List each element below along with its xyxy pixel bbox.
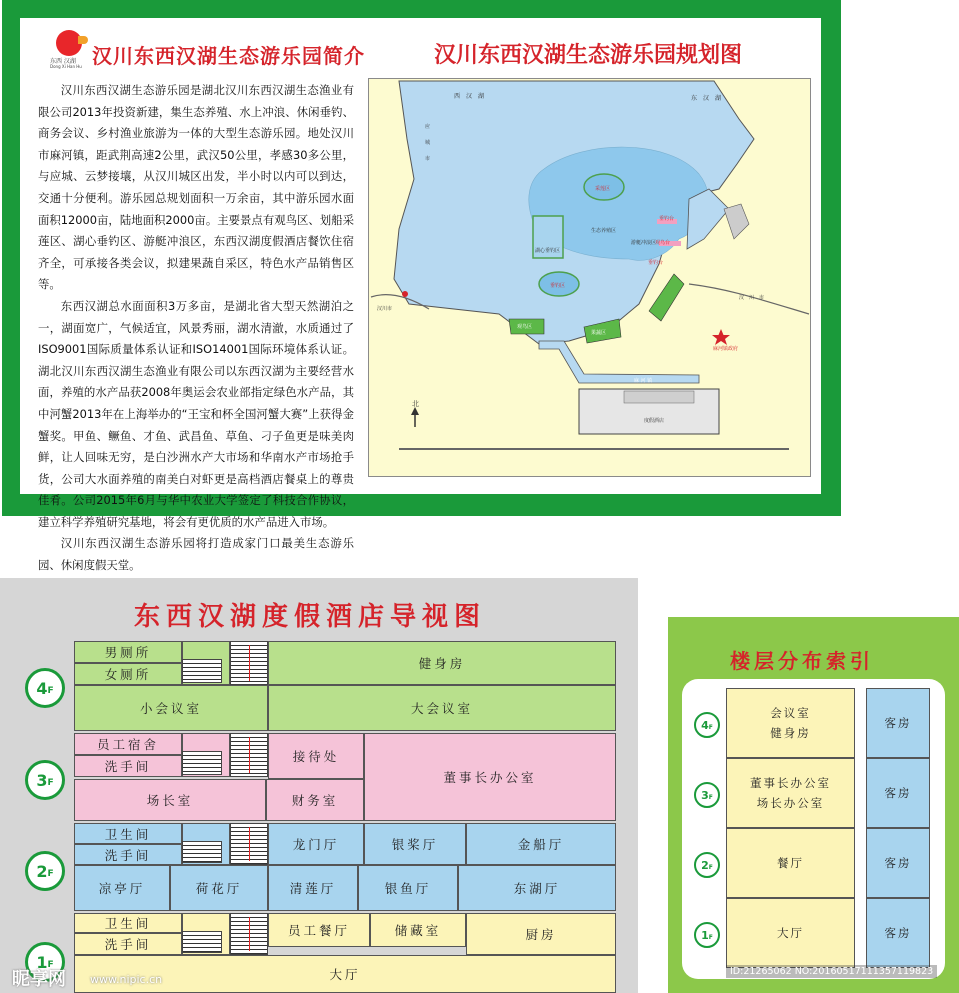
logo-leaf-icon <box>78 36 88 44</box>
room-qinglian-hall: 清莲厅 <box>268 865 358 911</box>
stairs-icon <box>182 841 222 863</box>
intro-paragraph: 东西汉湖总水面面积3万多亩，是湖北省大型天然湖泊之一，湖面宽广，气候适宜，风景秀丽，湖水清澈，水质通过了ISO9001国际质量体系认证和ISO14001国际环境体系认证。湖北汉川东西汉湖生态渔业有限公司以东西汉湖为主要经营水面，养殖的水产品获2008年奥运会农业部指定绿色水产品，其中河蟹2013年在上海举办的“王宝和杯全国河蟹大赛”上获得金蟹奖。甲鱼、鳜鱼、才鱼、武昌鱼、草鱼、刁子鱼更是味美肉鲜，让人回味无穷，是白沙洲水产大市场和华南水产市场抢手货，公司大水面养殖的南美白对虾更是高档酒店餐桌上的尊贵佳肴。公司2015年6月与华中农业大学签定了科技合作协议，建立科学养殖研究基地，将会有更优质的水产品进入市场。 <box>38 298 354 529</box>
index-floor-badge-1: 1 F <box>694 922 720 948</box>
stairs-icon <box>182 931 222 953</box>
room-women-restroom: 女厕所 <box>74 663 182 685</box>
index-cell-2f: 餐厅 <box>726 828 855 898</box>
stairs-icon <box>230 733 268 777</box>
index-floor-badge-3: 3 F <box>694 782 720 808</box>
watermark-brand: 昵享网 <box>12 969 66 990</box>
room-manager-office: 场长室 <box>74 779 266 821</box>
index-cell-1f: 大厅 <box>726 898 855 968</box>
map-label-island-bottom: 垂钓区 <box>550 283 566 289</box>
index-guestroom-2f: 客房 <box>866 828 930 898</box>
room-liangting-hall: 凉亭厅 <box>74 865 170 911</box>
map-label-city: 应 城 市 <box>425 124 431 162</box>
room-staff-dining: 员工餐厅 <box>268 913 370 947</box>
index-floor-badge-2: 2 F <box>694 852 720 878</box>
hotel-building <box>624 391 694 403</box>
room-gym: 健身房 <box>268 641 616 685</box>
map-label-dock-a: 垂钓台 <box>659 216 675 222</box>
room-washroom-2f: 洗手间 <box>74 844 182 865</box>
green-strip-c <box>649 274 684 321</box>
room-wc-2f: 卫生间 <box>74 823 182 844</box>
index-floor-badge-4: 4 F <box>694 712 720 738</box>
floor-badge-2: 2 F <box>25 851 65 891</box>
index-cell-line: 董事长办公室 <box>750 776 831 790</box>
map-label-island-top: 采莲区 <box>595 186 611 192</box>
logo-text: 东西 汉湖 <box>50 58 76 65</box>
floor-index-title: 楼层分布索引 <box>730 649 874 673</box>
hotel-guide-title: 东西汉湖度假酒店导视图 <box>134 602 487 632</box>
index-cell-line: 场长办公室 <box>756 796 825 810</box>
index-guestroom-1f: 客房 <box>866 898 930 968</box>
planning-map <box>368 78 811 477</box>
room-yinyu-hall: 银鱼厅 <box>358 865 458 911</box>
room-chairman-office: 董事长办公室 <box>364 733 616 821</box>
watermark-url: www.nipic.cn <box>90 973 163 986</box>
index-cell-4f <box>726 688 855 758</box>
room-hehua-hall: 荷花厅 <box>170 865 268 911</box>
map-label-dock-c: 垂钓台 <box>648 260 664 266</box>
map-label-road-right: 汉 川 市 <box>739 295 765 301</box>
floor-badge-4: 4 F <box>25 668 65 708</box>
index-cell-line: 健身房 <box>770 726 811 740</box>
stairs-icon <box>182 659 222 683</box>
index-cell-line: 会议室 <box>770 706 811 720</box>
intro-paragraph: 汉川东西汉湖生态游乐园是湖北汉川东西汉湖生态渔业有限公司2013年投资新建，集生态养殖、水上冲浪、休闲垂钓、商务会议、乡村渔业旅游为一体的大型生态游乐园。地处汉川市麻河镇，距武荆高速2公里，武汉50公里，孝感30多公里，与应城、云梦接壤，从汉川城区出发，半小时以内可以到达，交通十分便利。游乐园总规划面积一万余亩，其中游乐园水面面积12000亩，陆地面积2000亩。主要景点有观鸟区、划船采莲区、湖心垂钓区、游艇冲浪区，东西汉湖度假酒店餐饮住宿齐全，可承接各类会议，拟建果蔬自采区，特色水产品销售区等。 <box>38 83 354 292</box>
room-finance: 财务室 <box>266 779 364 821</box>
room-yinjiang-hall: 银桨厅 <box>364 823 466 865</box>
gov-star-icon <box>712 329 730 345</box>
watermark-id: ID:21265062 NO:20160517111357119823 <box>726 965 937 978</box>
intro-text <box>38 80 354 577</box>
entrance-marker-icon <box>402 291 408 297</box>
room-jinchuan-hall: 金船厅 <box>466 823 616 865</box>
map-title: 汉川东西汉湖生态游乐园规划图 <box>434 43 743 68</box>
index-cell-3f <box>726 758 855 828</box>
map-label-mid: 生态养殖区 <box>591 228 617 234</box>
room-staff-dorm: 员工宿舍 <box>74 733 182 755</box>
map-drawing <box>369 79 810 476</box>
map-label-dock-b: 观鸟台 <box>655 240 671 246</box>
map-label-green-b: 果蔬区 <box>591 330 607 336</box>
index-guestroom-4f: 客房 <box>866 688 930 758</box>
room-small-meeting: 小会议室 <box>74 685 268 731</box>
map-label-gov: 麻河镇政府 <box>713 346 739 352</box>
map-label-road: 麻 河 镇 <box>634 378 653 384</box>
room-wc-1f: 卫生间 <box>74 913 182 933</box>
map-label-hotel: 度假酒店 <box>644 418 665 424</box>
map-label-road-left: 汉川市 <box>377 306 393 312</box>
map-label-lake-top: 西 汉 湖 <box>454 93 485 100</box>
map-label-green-a: 观鸟区 <box>517 324 533 330</box>
east-dock <box>724 204 749 239</box>
stairs-icon <box>230 641 268 685</box>
stairs-icon <box>230 823 268 865</box>
intro-paragraph: 汉川东西汉湖生态游乐园将打造成家门口最美生态游乐园、休闲度假天堂。 <box>38 536 354 573</box>
room-donghu-hall: 东湖厅 <box>458 865 616 911</box>
east-arm <box>687 189 729 249</box>
logo-subtext: Dong Xi Han Hu <box>50 64 82 69</box>
room-men-restroom: 男厕所 <box>74 641 182 663</box>
intro-title: 汉川东西汉湖生态游乐园简介 <box>92 44 365 68</box>
room-washroom-3f: 洗手间 <box>74 755 182 777</box>
room-big-meeting: 大会议室 <box>268 685 616 731</box>
room-kitchen: 厨房 <box>466 913 616 955</box>
room-storage: 储藏室 <box>370 913 466 947</box>
channel <box>539 341 699 383</box>
map-label-left-box: 湖心垂钓区 <box>535 248 561 254</box>
stairs-icon <box>230 913 268 955</box>
map-label-north: 北 <box>412 400 419 408</box>
map-label-center: 游艇冲浪区 <box>631 240 657 246</box>
room-lobby: 大厅 <box>74 955 616 993</box>
floor-badge-3: 3 F <box>25 760 65 800</box>
index-guestroom-3f: 客房 <box>866 758 930 828</box>
room-reception: 接待处 <box>268 733 364 779</box>
room-longmen-hall: 龙门厅 <box>268 823 364 865</box>
floor-badge-1: 1 F <box>25 942 65 982</box>
stairs-icon <box>182 751 222 775</box>
room-washroom-1f: 洗手间 <box>74 933 182 955</box>
map-label-east-lake: 东 汉 湖 <box>691 95 722 102</box>
